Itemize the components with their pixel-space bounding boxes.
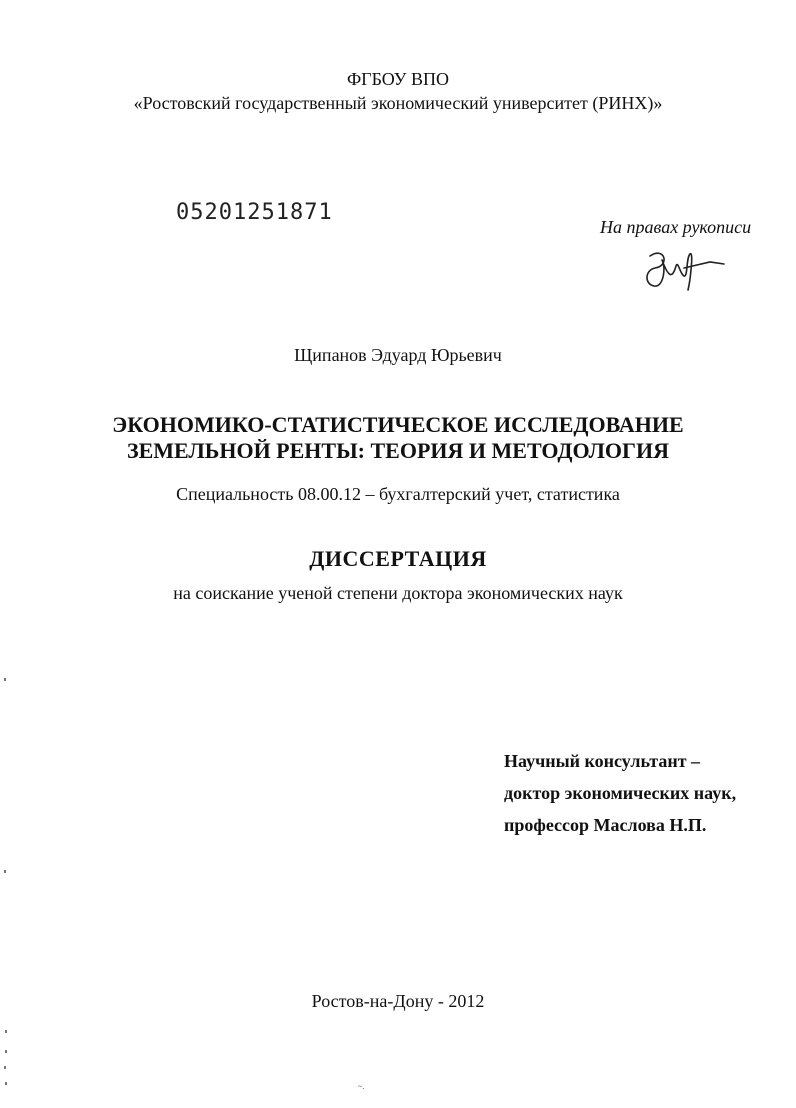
scan-speck <box>5 1050 7 1053</box>
scan-mark: ~. <box>358 1082 365 1091</box>
organization-line2: «Ростовский государственный экономический университет (РИНХ)» <box>133 93 663 113</box>
consultant-line2: доктор экономических наук, <box>504 783 737 803</box>
specialty: Специальность 08.00.12 – бухгалтерский учет, статистика <box>176 484 620 504</box>
degree-note: на соискание ученой степени доктора экономических наук <box>173 583 623 603</box>
dissertation-title <box>0 412 796 464</box>
title-line2: ЗЕМЕЛЬНОЙ РЕНТЫ: ТЕОРИЯ И МЕТОДОЛОГИЯ <box>126 438 670 463</box>
signature <box>640 246 730 301</box>
consultant-line3: профессор Маслова Н.П. <box>504 815 707 835</box>
document-type: ДИССЕРТАЦИЯ <box>309 546 487 571</box>
scan-speck <box>5 1030 7 1033</box>
rights-note: На правах рукописи <box>600 217 752 237</box>
stamp-number: 05201251871 <box>176 200 333 225</box>
consultant-line1: Научный консультант – <box>504 751 701 771</box>
scan-speck <box>4 678 6 681</box>
scan-speck <box>5 1082 7 1085</box>
city-year: Ростов-на-Дону - 2012 <box>311 991 485 1011</box>
organization-line1: ФГБОУ ВПО <box>346 69 450 89</box>
title-line1: ЭКОНОМИКО-СТАТИСТИЧЕСКОЕ ИССЛЕДОВАНИЕ <box>112 412 684 437</box>
author-name: Щипанов Эдуард Юрьевич <box>294 345 502 365</box>
scan-speck <box>4 870 6 873</box>
scan-speck <box>4 1066 6 1069</box>
consultant-block <box>504 745 736 841</box>
